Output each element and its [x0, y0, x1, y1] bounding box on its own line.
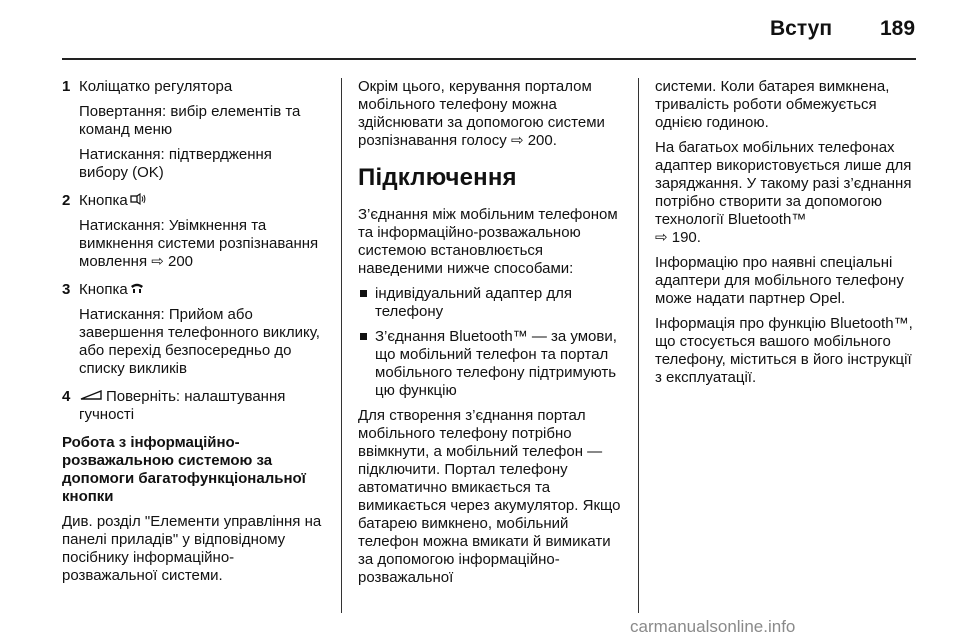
- bullet-item: [358, 285, 628, 321]
- item-title: Коліщатко регулятора: [79, 78, 233, 95]
- paragraph: З’єднання між мобільним телефоном та інформаційно-розважальною системою встановлюється наведеними нижче способами:: [358, 206, 618, 277]
- paragraph: Окрім цього, керування порталом мобільного телефону можна здійснювати за допомогою системи розпізнавання голосу: [358, 78, 605, 149]
- bullet-list: [358, 285, 628, 400]
- paragraph: Інформація про функцію Bluetooth™, що стосується вашого мобільного телефону, міститься в його інструкції з експлуатації.: [655, 315, 913, 386]
- column-1: [62, 78, 324, 592]
- phone-icon: [130, 281, 144, 299]
- paragraph: системи. Коли батарея вимкнена, тривалість роботи обмежується однією годиною.: [655, 78, 890, 131]
- ref-arrow-icon: ⇨: [151, 253, 164, 271]
- page-number: 189: [880, 17, 916, 40]
- section-title: Підключення: [358, 164, 517, 191]
- bullet-text: З’єднання Bluetooth™ — за умови, що мобільний телефон та портал мобільного телефону підтримують цю функцію: [375, 328, 617, 399]
- item-number: 3: [62, 281, 71, 299]
- paragraph: Див. розділ "Елементи управління на панелі приладів" у відповідному посібнику інформаційно-розважальної системи.: [62, 513, 322, 585]
- bullet-square-icon: [360, 290, 367, 297]
- list-item-2: [62, 192, 324, 271]
- ref-arrow-icon: ⇨: [510, 132, 524, 149]
- paragraph: Для створення з’єднання портал мобільного телефону потрібно ввімкнути, а мобільний телефон — підключити. Портал телефону автоматично вмикається та вимикається через акумулятор. Якщо батарею вимкнено, мобільний телефон можна вмикати й вимикати за допомогою інформаційно-розважальної: [358, 407, 621, 586]
- ref-arrow-icon: ⇨: [655, 229, 668, 246]
- column-2: [358, 78, 628, 594]
- item-number: 2: [62, 192, 71, 209]
- column-3: [655, 78, 917, 394]
- item-line: Натискання: підтвердження вибору (OK): [79, 146, 272, 181]
- paragraph: Інформацію про наявні спеціальні адаптери для мобільного телефону може надати партнер Opel.: [655, 254, 904, 307]
- watermark: carmanualsonline.info: [630, 617, 796, 636]
- column-divider: [341, 78, 342, 613]
- list-item-4: [62, 388, 324, 424]
- subheading: Робота з інформаційно-розважальною системою за допомоги багатофункціональної кнопки: [62, 434, 306, 506]
- bullet-square-icon: [360, 333, 367, 340]
- page-ref: 190.: [671, 229, 701, 246]
- header-divider: [62, 58, 916, 60]
- bullet-item: [358, 328, 628, 400]
- volume-knob-icon: [79, 388, 103, 406]
- paragraph: На багатьох мобільних телефонах адаптер використовується лише для заряджання. У такому разі з’єднання потрібно створити за допомогою технології Bluetooth™: [655, 139, 912, 228]
- item-number: 4: [62, 388, 71, 406]
- list-item-3: [62, 281, 324, 378]
- voice-recognition-icon: [130, 192, 146, 210]
- item-title: Поверніть: налаштування гучності: [79, 388, 286, 424]
- bullet-text: індивідуальний адаптер для телефону: [375, 285, 572, 320]
- list-item-1: [62, 78, 324, 182]
- page-ref: 200.: [527, 132, 557, 149]
- item-line: Натискання: Прийом або завершення телефонного виклику, або перехід безпосередньо до списку викликів: [79, 306, 320, 378]
- item-title: Кнопка: [79, 192, 128, 209]
- page-ref: 200: [168, 253, 194, 271]
- header-title: Вступ: [770, 17, 833, 40]
- item-line: Повертання: вибір елементів та команд меню: [79, 103, 301, 138]
- item-title: Кнопка: [79, 281, 128, 299]
- item-number: 1: [62, 78, 71, 95]
- column-divider: [638, 78, 639, 613]
- item-line: Натискання: Увімкнення та вимкнення системи розпізнавання мовлення: [79, 217, 319, 271]
